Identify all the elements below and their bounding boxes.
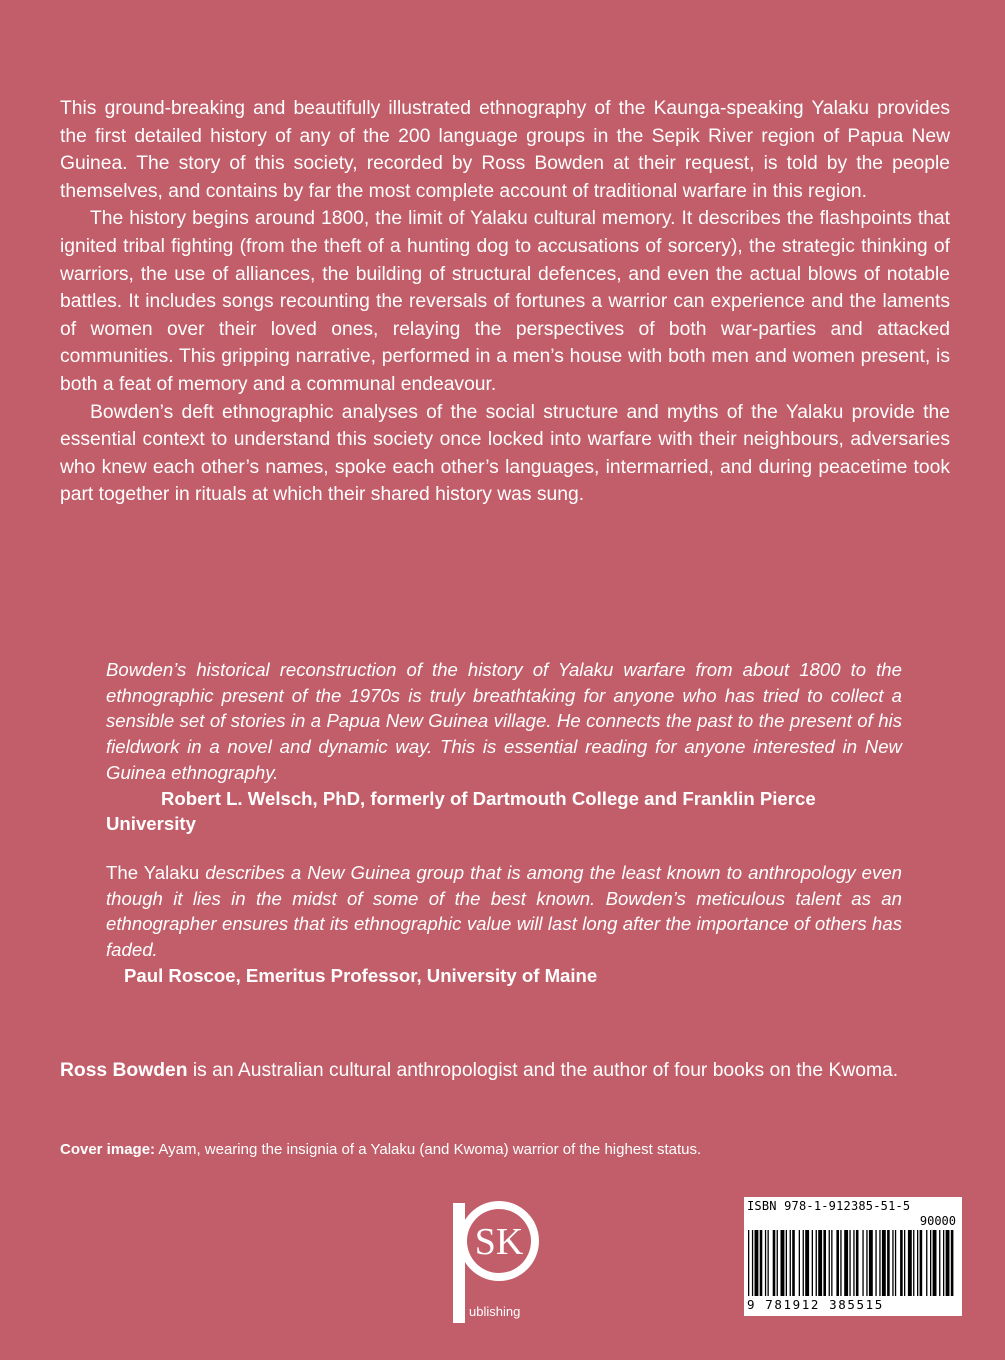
barcode-bar bbox=[836, 1230, 839, 1296]
blurb-paragraph-3: Bowden’s deft ethnographic analyses of the social structure and myths of the Yalaku provide the essential context to understand this society once locked into warfare with their neighbours, adversaries who knew each other’s names, spoke each other’s languages, intermarried, and during peacetime took part together in rituals at which their shared history was sung. bbox=[60, 401, 950, 506]
author-bio-text: is an Australian cultural anthropologist and the author of four books on the Kwoma. bbox=[187, 1060, 899, 1081]
logo-letters: SK bbox=[474, 1221, 524, 1263]
reviews bbox=[106, 657, 902, 1011]
barcode-bar bbox=[777, 1230, 778, 1296]
barcode-bar bbox=[840, 1230, 841, 1296]
cover-credit-label: Cover image: bbox=[60, 1141, 156, 1158]
review-body: describes a New Guinea group that is among the least known to anthropology even though it lies in the midst of some of the best known. Bowden’s meticulous talent as an ethnographer ensures that its ethnographic value will last long after the importance of others has faded. bbox=[106, 861, 902, 961]
barcode-bar bbox=[939, 1230, 940, 1296]
barcode-bars bbox=[748, 1230, 958, 1296]
barcode-bar bbox=[799, 1230, 800, 1296]
barcode-bar bbox=[943, 1230, 944, 1296]
isbn-text: ISBN 978-1-912385-51-5 bbox=[747, 1199, 911, 1213]
barcode-bar bbox=[790, 1230, 791, 1296]
barcode-bar bbox=[913, 1230, 914, 1296]
barcode-bar bbox=[875, 1230, 876, 1296]
barcode-bar bbox=[879, 1230, 880, 1296]
author-bio bbox=[60, 1057, 950, 1085]
barcode-bar bbox=[856, 1230, 859, 1296]
barcode-bar bbox=[786, 1230, 787, 1296]
publisher-logo bbox=[435, 1197, 565, 1327]
review-text bbox=[106, 860, 902, 963]
barcode-bar bbox=[829, 1230, 830, 1296]
barcode-bar bbox=[755, 1230, 759, 1296]
barcode-bar bbox=[748, 1230, 749, 1296]
review-attribution: Robert L. Welsch, PhD, formerly of Dartmouth College and Franklin Pierce University bbox=[106, 787, 816, 835]
barcode-bar bbox=[904, 1230, 905, 1296]
review-1 bbox=[106, 657, 902, 837]
barcode-bar bbox=[781, 1230, 785, 1296]
barcode-bar bbox=[900, 1230, 903, 1296]
barcode-bar bbox=[866, 1230, 867, 1296]
barcode-bar bbox=[765, 1230, 766, 1296]
barcode-bar bbox=[951, 1230, 954, 1296]
author-name: Ross Bowden bbox=[60, 1060, 188, 1081]
barcode-bar bbox=[908, 1230, 912, 1296]
barcode-bar bbox=[849, 1230, 850, 1296]
review-text: Bowden’s historical reconstruction of the history of Yalaku warfare from about 1800 to the ethnographic present of the 1970s is truly breathtaking for anyone who has tried to collect a sensible set of stories in a Papua New Guinea village. He connects the past to the present of his fieldwork in a novel and dynamic way. This is essential reading for anyone interested in New Guinea ethnography. bbox=[106, 659, 902, 783]
barcode-bar bbox=[853, 1230, 854, 1296]
barcode-bar bbox=[844, 1230, 848, 1296]
book-title: The Yalaku bbox=[106, 861, 200, 883]
barcode-bar bbox=[768, 1230, 769, 1296]
barcode-bar bbox=[818, 1230, 822, 1296]
blurb-paragraph-1: This ground-breaking and beautifully illustrated ethnography of the Kaunga-speaking Yalaku provides the first detailed history of any of the 200 language groups in the Sepik River region of Papua New Guinea. The story of this society, recorded by Ross Bowden at their request, is told by the people themselves, and contains by far the most complete account of traditional warfare in this region. bbox=[60, 98, 950, 202]
barcode-bar bbox=[882, 1230, 886, 1296]
barcode-bar bbox=[917, 1230, 918, 1296]
review-2 bbox=[106, 860, 902, 989]
barcode-bar bbox=[887, 1230, 890, 1296]
cover-image-credit bbox=[60, 1140, 950, 1160]
logo-wordmark: ublishing bbox=[469, 1304, 521, 1319]
barcode-bar bbox=[823, 1230, 826, 1296]
barcode-bar bbox=[760, 1230, 763, 1296]
logo-stem bbox=[453, 1203, 465, 1323]
barcode-bar bbox=[792, 1230, 795, 1296]
barcode-bar bbox=[920, 1230, 923, 1296]
barcode-bar bbox=[803, 1230, 804, 1296]
cover-credit-text: Ayam, wearing the insignia of a Yalaku (and Kwoma) warrior of the highest status. bbox=[155, 1141, 702, 1158]
barcode-bar bbox=[930, 1230, 931, 1296]
barcode-bar bbox=[816, 1230, 817, 1296]
barcode-bar bbox=[892, 1230, 893, 1296]
review-attribution: Paul Roscoe, Emeritus Professor, University of Maine bbox=[124, 964, 598, 986]
blurb bbox=[60, 95, 950, 509]
barcode-bar bbox=[812, 1230, 813, 1296]
blurb-paragraph-2: The history begins around 1800, the limit of Yalaku cultural memory. It describes the flashpoints that ignited tribal fighting (from the theft of a hunting dog to accusations of sorcery), the strategic thinking of warriors, the use of alliances, the building of structural defences, and even the actual blows of notable battles. It includes songs recounting the reversals of fortunes a warrior can experience and the laments of women over their loved ones, relaying the perspectives of both war-parties and attacked communities. This gripping narrative, performed in a men’s house with both men and women present, is both a feat of memory and a communal endeavour. bbox=[60, 208, 950, 395]
barcode-bar bbox=[862, 1230, 863, 1296]
barcode-bar bbox=[831, 1230, 832, 1296]
barcode-number: 9 781912 385515 bbox=[747, 1297, 884, 1312]
barcode-bar bbox=[869, 1230, 873, 1296]
barcode-bar bbox=[933, 1230, 937, 1296]
barcode-bar bbox=[895, 1230, 896, 1296]
barcode-bar bbox=[805, 1230, 809, 1296]
barcode-bar bbox=[773, 1230, 776, 1296]
barcode-bar bbox=[926, 1230, 927, 1296]
barcode-bar bbox=[946, 1230, 950, 1296]
barcode-bar bbox=[752, 1230, 753, 1296]
isbn-barcode bbox=[744, 1197, 962, 1316]
barcode-supplement: 90000 bbox=[919, 1214, 956, 1228]
